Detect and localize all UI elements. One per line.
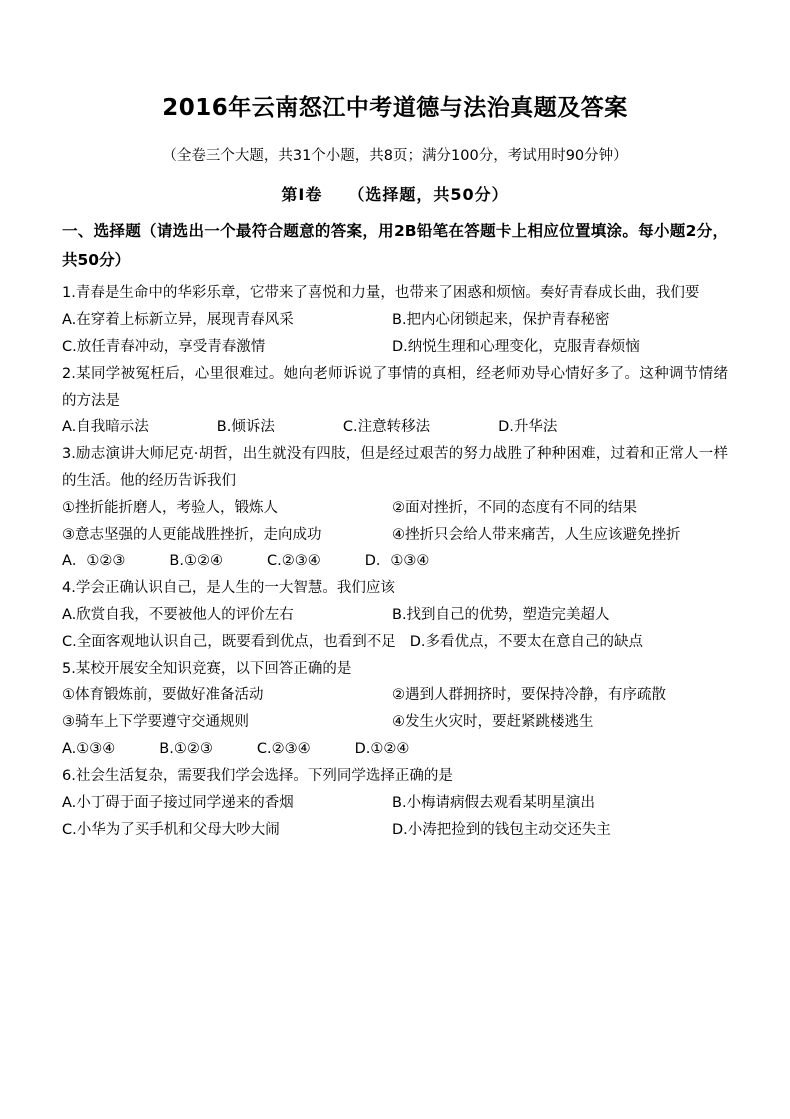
- option-row: [62, 522, 728, 549]
- option-4: ④发生火灾时，要赶紧跳楼逃生: [392, 714, 594, 731]
- question-item: [62, 575, 728, 655]
- option-b: B.倾诉法: [216, 419, 275, 436]
- option-b: B.①②④: [169, 553, 223, 570]
- question-item: [62, 361, 728, 441]
- option-c: C.②③④: [266, 553, 321, 570]
- option-2: ②面对挫折，不同的态度有不同的结果: [392, 499, 637, 516]
- question-item: [62, 441, 728, 575]
- option-row: [62, 629, 728, 656]
- question-stem: 5.某校开展安全知识竞赛，以下回答正确的是: [62, 660, 352, 677]
- section-heading-right: （选择题，共50分）: [348, 184, 509, 204]
- option-b: B.①②③: [159, 741, 213, 758]
- option-d: D.小涛把捡到的钱包主动交还失主: [392, 821, 611, 838]
- option-row: [62, 709, 728, 736]
- question-stem: 3.励志演讲大师尼克·胡哲，出生就没有四肢，但是经过艰苦的努力战胜了种种困难，过着和正常人一样的生活。他的经历告诉我们: [62, 446, 728, 489]
- option-row: [62, 495, 728, 522]
- exam-subtitle: （全卷三个大题，共31个小题，共8页；满分100分，考试用时90分钟）: [162, 148, 628, 165]
- page-title: 2016年云南怒江中考道德与法治真题及答案: [162, 95, 628, 121]
- option-b: B.小梅请病假去观看某明星演出: [392, 794, 596, 811]
- option-row: [62, 817, 728, 844]
- option-3: ③意志坚强的人更能战胜挫折，走向成功: [62, 526, 322, 543]
- option-1: ①体育锻炼前，要做好准备活动: [62, 687, 264, 704]
- option-row: [62, 548, 728, 575]
- question-item: [62, 656, 728, 763]
- option-b: B.把内心闭锁起来，保护青春秘密: [392, 312, 610, 329]
- option-c: C.注意转移法: [342, 419, 431, 436]
- option-row: [62, 307, 728, 334]
- option-d: D.纳悦生理和心理变化，克服青春烦恼: [392, 338, 640, 355]
- option-c: C.放任青春冲动，享受青春激情: [62, 338, 266, 355]
- option-2: ②遇到人群拥挤时，要保持冷静，有序疏散: [392, 687, 666, 704]
- option-row: [62, 736, 728, 763]
- option-d: D.①②④: [354, 741, 410, 758]
- option-row: [62, 414, 728, 441]
- question-stem: 6.社会生活复杂，需要我们学会选择。下列同学选择正确的是: [62, 767, 453, 784]
- question-item: [62, 763, 728, 843]
- option-a: A.欣赏自我，不要被他人的评价左右: [62, 607, 294, 624]
- option-a: A.小丁碍于面子接过同学递来的香烟: [62, 794, 294, 811]
- option-b: B.找到自己的优势，塑造完美超人: [392, 607, 610, 624]
- question-item: [62, 280, 728, 360]
- option-row: [62, 602, 728, 629]
- question-stem: 1.青春是生命中的华彩乐章，它带来了喜悦和力量，也带来了困惑和烦恼。奏好青春成长曲，我们要: [62, 285, 700, 302]
- option-a: A．①②③: [62, 553, 126, 570]
- option-d: D.多看优点，不要太在意自己的缺点: [409, 633, 644, 650]
- option-a: A.①③④: [62, 741, 116, 758]
- option-row: [62, 334, 728, 361]
- option-a: A.自我暗示法: [62, 419, 149, 436]
- part-one-heading: 一、选择题（请选出一个最符合题意的答案，用2B铅笔在答题卡上相应位置填涂。每小题2分，共50分）: [62, 221, 728, 269]
- option-row: [62, 790, 728, 817]
- option-c: C.②③④: [256, 741, 311, 758]
- section-heading: [62, 182, 728, 205]
- option-c: C.小华为了买手机和父母大吵大闹: [62, 821, 280, 838]
- section-heading-left: 第Ⅰ卷: [281, 184, 323, 204]
- option-row: [62, 682, 728, 709]
- option-4: ④挫折只会给人带来痛苦，人生应该避免挫折: [392, 526, 681, 543]
- question-stem: 2.某同学被冤枉后，心里很难过。她向老师诉说了事情的真相，经老师劝导心情好多了。这种调节情绪的方法是: [62, 365, 728, 409]
- option-d: D.升华法: [498, 419, 558, 436]
- option-a: A.在穿着上标新立异，展现青春风采: [62, 312, 294, 329]
- option-3: ③骑车上下学要遵守交通规则: [62, 714, 249, 731]
- question-stem: 4.学会正确认识自己，是人生的一大智慧。我们应该: [62, 580, 395, 597]
- option-c: C.全面客观地认识自己，既要看到优点，也看到不足: [62, 633, 396, 650]
- option-1: ①挫折能折磨人，考验人，锻炼人: [62, 499, 278, 516]
- option-d: D．①③④: [364, 553, 430, 570]
